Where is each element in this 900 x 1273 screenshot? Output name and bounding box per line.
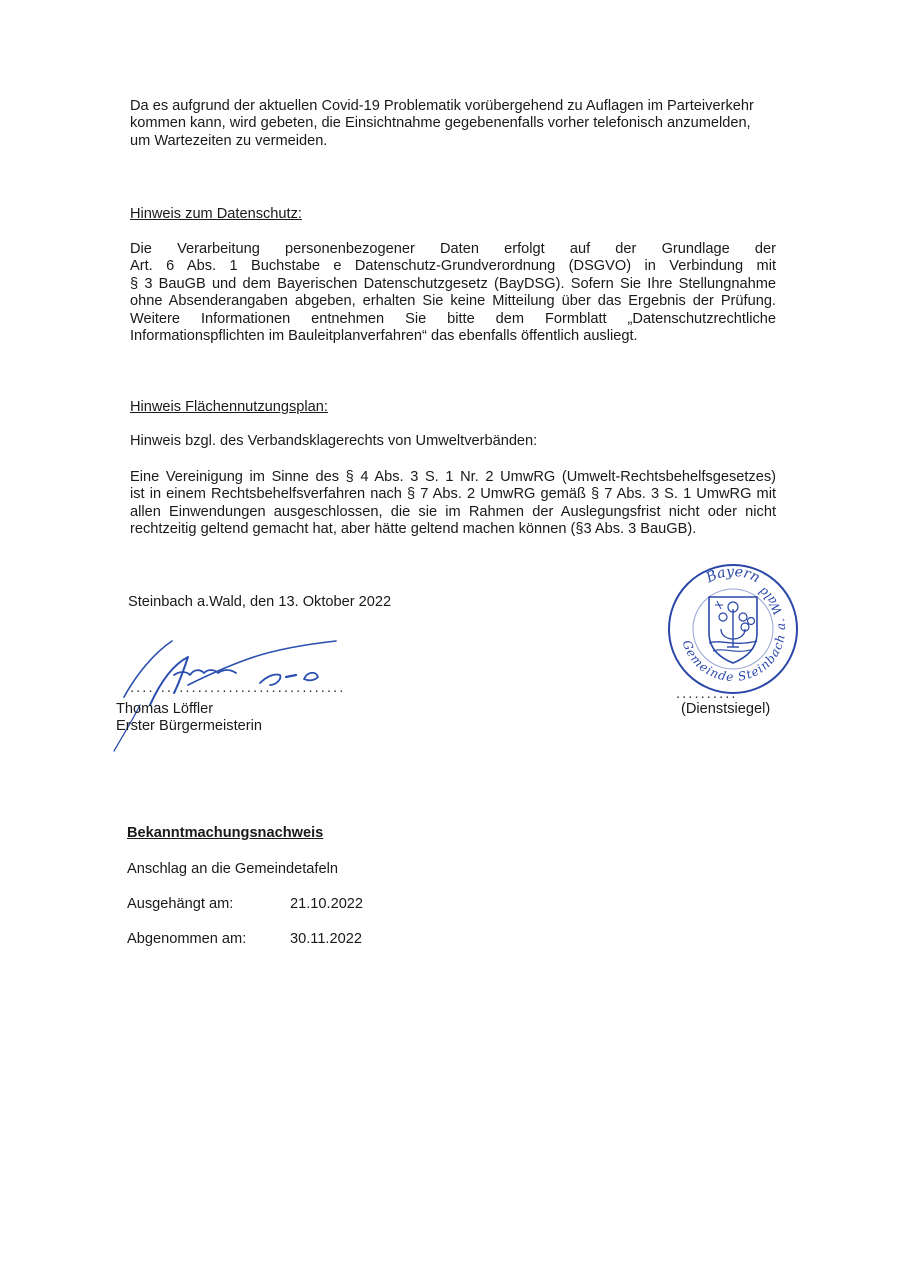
bekanntmachung-subtitle: Anschlag an die Gemeindetafeln: [127, 861, 338, 877]
signatory-name: Thomas Löffler: [116, 701, 214, 717]
datenschutz-line: Weitere Informationen entnehmen Sie bitte dem Formblatt „Datenschutzrechtliche: [130, 310, 776, 327]
datenschutz-line: ohne Absenderangaben abgeben, erhalten Sie keine Mitteilung über das Ergebnis der Prüfung.: [130, 293, 776, 310]
umwrg-line: allen Einwendungen ausgeschlossen, die sie im Rahmen der Auslegungsfrist nicht oder nicht: [130, 503, 776, 520]
datenschutz-line: Informationspflichten im Bauleitplanverfahren“ das ebenfalls öffentlich ausliegt.: [130, 328, 638, 345]
flaechennutzungsplan-heading: Hinweis Flächennutzungsplan:: [130, 399, 328, 415]
seal-top-text: Bayern: [703, 563, 763, 587]
datenschutz-line: Die Verarbeitung personenbezogener Daten erfolgt auf der Grundlage der: [130, 241, 776, 257]
signature-dots: ...................................: [130, 680, 346, 696]
aushang-label: Ausgehängt am:: [127, 896, 234, 912]
umwrg-line: ist in einem Rechtsbehelfsverfahren nach § 7 Abs. 2 UmwRG gemäß § 7 Abs. 3 S. 1 UmwRG mit: [130, 486, 776, 503]
seal-label: (Dienstsiegel): [681, 701, 771, 717]
datenschutz-heading: Hinweis zum Datenschutz:: [130, 206, 302, 222]
abnahme-label: Abgenommen am:: [127, 931, 247, 947]
handwritten-signature: [110, 635, 370, 755]
abnahme-date: 30.11.2022: [290, 931, 362, 947]
covid-line: Da es aufgrund der aktuellen Covid-19 Problematik vorübergehend zu Auflagen im Parteiverkehr: [130, 98, 754, 114]
umwrg-line: rechtzeitig geltend gemacht hat, aber hätte geltend machen können (§3 Abs. 3 BauGB).: [130, 521, 697, 538]
signatory-title: Erster Bürgermeisterin: [116, 718, 262, 734]
bekanntmachung-heading: Bekanntmachungsnachweis: [127, 825, 324, 841]
aushang-date: 21.10.2022: [290, 896, 364, 912]
seal-ring-text: Gemeinde Steinbach a. Wald: [679, 583, 789, 685]
seal-dots: ..........: [676, 686, 738, 702]
verbandsklage-intro: Hinweis bzgl. des Verbandsklagerechts von Umweltverbänden:: [130, 433, 538, 449]
place-date: Steinbach a.Wald, den 13. Oktober 2022: [128, 594, 392, 610]
datenschutz-line: § 3 BauGB und dem Bayerischen Datenschutzgesetz (BayDSG). Sofern Sie Ihre Stellungnahme: [130, 275, 776, 292]
datenschutz-paragraph: [130, 241, 776, 345]
umwrg-line: Eine Vereinigung im Sinne des § 4 Abs. 3 S. 1 Nr. 2 UmwRG (Umwelt-Rechtsbehelfsgesetzes): [130, 469, 776, 485]
official-seal: [663, 559, 803, 699]
covid-line: kommen kann, wird gebeten, die Einsichtnahme gegebenenfalls vorher telefonisch anzumelden,: [130, 115, 751, 132]
datenschutz-line: Art. 6 Abs. 1 Buchstabe e Datenschutz-Grundverordnung (DSGVO) in Verbindung mit: [130, 258, 776, 275]
covid-notice: [130, 98, 776, 150]
covid-line: um Wartezeiten zu vermeiden.: [130, 132, 328, 149]
umwrg-paragraph: [130, 469, 776, 539]
